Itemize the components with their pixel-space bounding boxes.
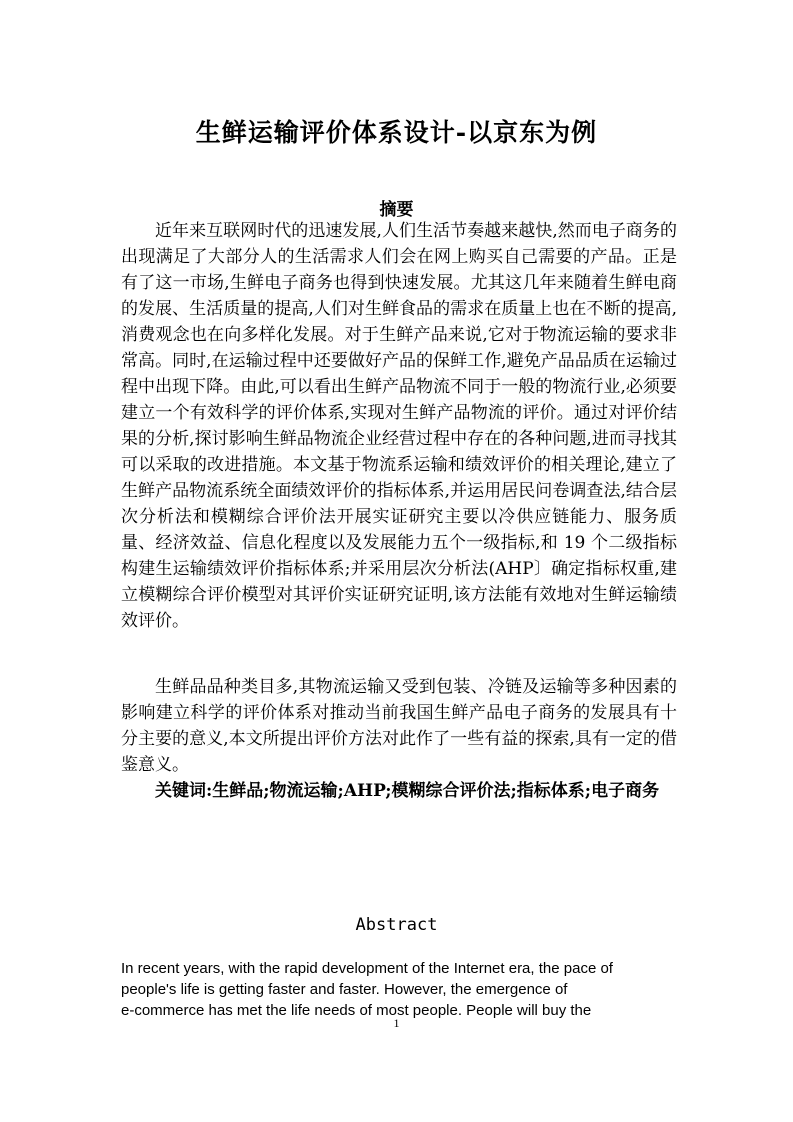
abstract-heading-cn: 摘要 bbox=[379, 200, 414, 220]
abstract-en-line: In recent years, with the rapid development of the Internet era, the pace of bbox=[121, 960, 613, 977]
keywords: 关键词:生鲜品;物流运输;AHP;模糊综合评价法;指标体系;电子商务 bbox=[155, 781, 660, 801]
abstract-paragraph-en bbox=[121, 958, 661, 1021]
abstract-en-line: e-commerce has met the life needs of most people. People will buy the bbox=[121, 1002, 592, 1019]
page-number: 1 bbox=[393, 1016, 400, 1030]
page-title: 生鲜运输评价体系设计-以京东为例 bbox=[195, 118, 598, 147]
abstract-en-line: people's life is getting faster and faster. However, the emergence of bbox=[121, 981, 568, 998]
abstract-paragraph-1: 近年来互联网时代的迅速发展,人们生活节奏越来越快,然而电子商务的出现满足了大部分人的生活需求人们会在网上购买自己需要的产品。正是有了这一市场,生鲜电子商务也得到快速发展。尤其这几年来随着生鲜电商的发展、生活质量的提高,人们对生鲜食品的需求在质量上也在不断的提高,消费观念也在向多样化发展。对于生鲜产品来说,它对于物流运输的要求非常高。同时,在运输过程中还要做好产品的保鲜工作,避免产品品质在运输过程中出现下降。由此,可以看出生鲜产品物流不同于一般的物流行业,必须要建立一个有效科学的评价体系,实现对生鲜产品物流的评价。通过对评价结果的分析,探讨影响生鲜品物流企业经营过程中存在的各种问题,进而寻找其可以采取的改进措施。本文基于物流系运输和绩效评价的相关理论,建立了生鲜产品物流系统全面绩效评价的指标体系,并运用居民问卷调查法,结合层次分析法和模糊综合评价法开展实证研究主要以冷供应链能力、服务质量、经济效益、信息化程度以及发展能力五个一级指标,和 19 个二级指标构建生运输绩效评价指标体系;并采用层次分析法(AHP〕确定指标权重,建立模糊综合评价模型对其评价实证研究证明,该方法能有效地对生鲜运输绩效评价。 bbox=[121, 221, 677, 631]
abstract-heading-en: Abstract bbox=[355, 915, 438, 935]
abstract-paragraph-2: 生鲜品品种类目多,其物流运输又受到包装、冷链及运输等多种因素的影响建立科学的评价体系对推动当前我国生鲜产品电子商务的发展具有十分主要的意义,本文所提出评价方法对此作了一些有益的探索,具有一定的借鉴意义。 bbox=[121, 677, 677, 775]
